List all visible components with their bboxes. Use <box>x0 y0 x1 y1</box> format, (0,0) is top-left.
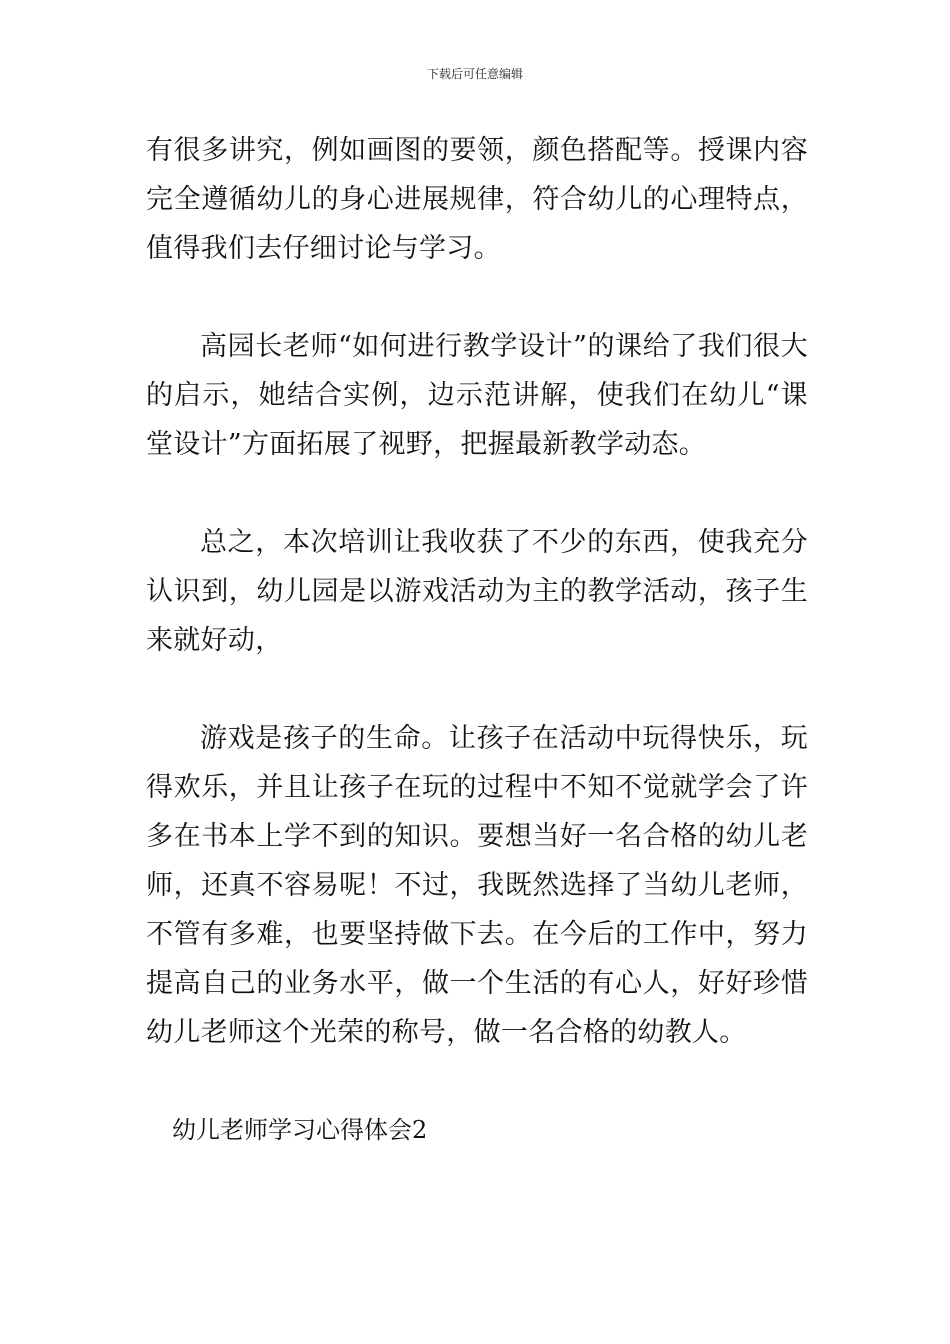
section-heading: 幼儿老师学习心得体会2 <box>172 1116 428 1144</box>
document-body <box>146 126 808 1155</box>
paragraph-4: 游戏是孩子的生命。让孩子在活动中玩得快乐，玩得欢乐，并且让孩子在玩的过程中不知不觉就学会了许多在书本上学不到的知识。要想当好一名合格的幼儿老师，还真不容易呢！不过，我既然选择了当幼儿老师，不管有多难，也要坚持做下去。在今后的工作中，努力提高自己的业务水平，做一个生活的有心人，好好珍惜幼儿老师这个光荣的称号，做一名合格的幼教人。 <box>146 723 808 1048</box>
paragraph-2: 高园长老师“如何进行教学设计”的课给了我们很大的启示，她结合实例，边示范讲解，使我们在幼儿“课堂设计”方面拓展了视野，把握最新教学动态。 <box>146 331 808 460</box>
header-note: 下载后可任意编辑 <box>426 67 523 81</box>
paragraph-3: 总之，本次培训让我收获了不少的东西，使我充分认识到，幼儿园是以游戏活动为主的教学活动，孩子生来就好动， <box>146 527 808 656</box>
paragraph-1: 有很多讲究，例如画图的要领，颜色搭配等。授课内容完全遵循幼儿的身心进展规律，符合幼儿的心理特点，值得我们去仔细讨论与学习。 <box>146 135 808 264</box>
